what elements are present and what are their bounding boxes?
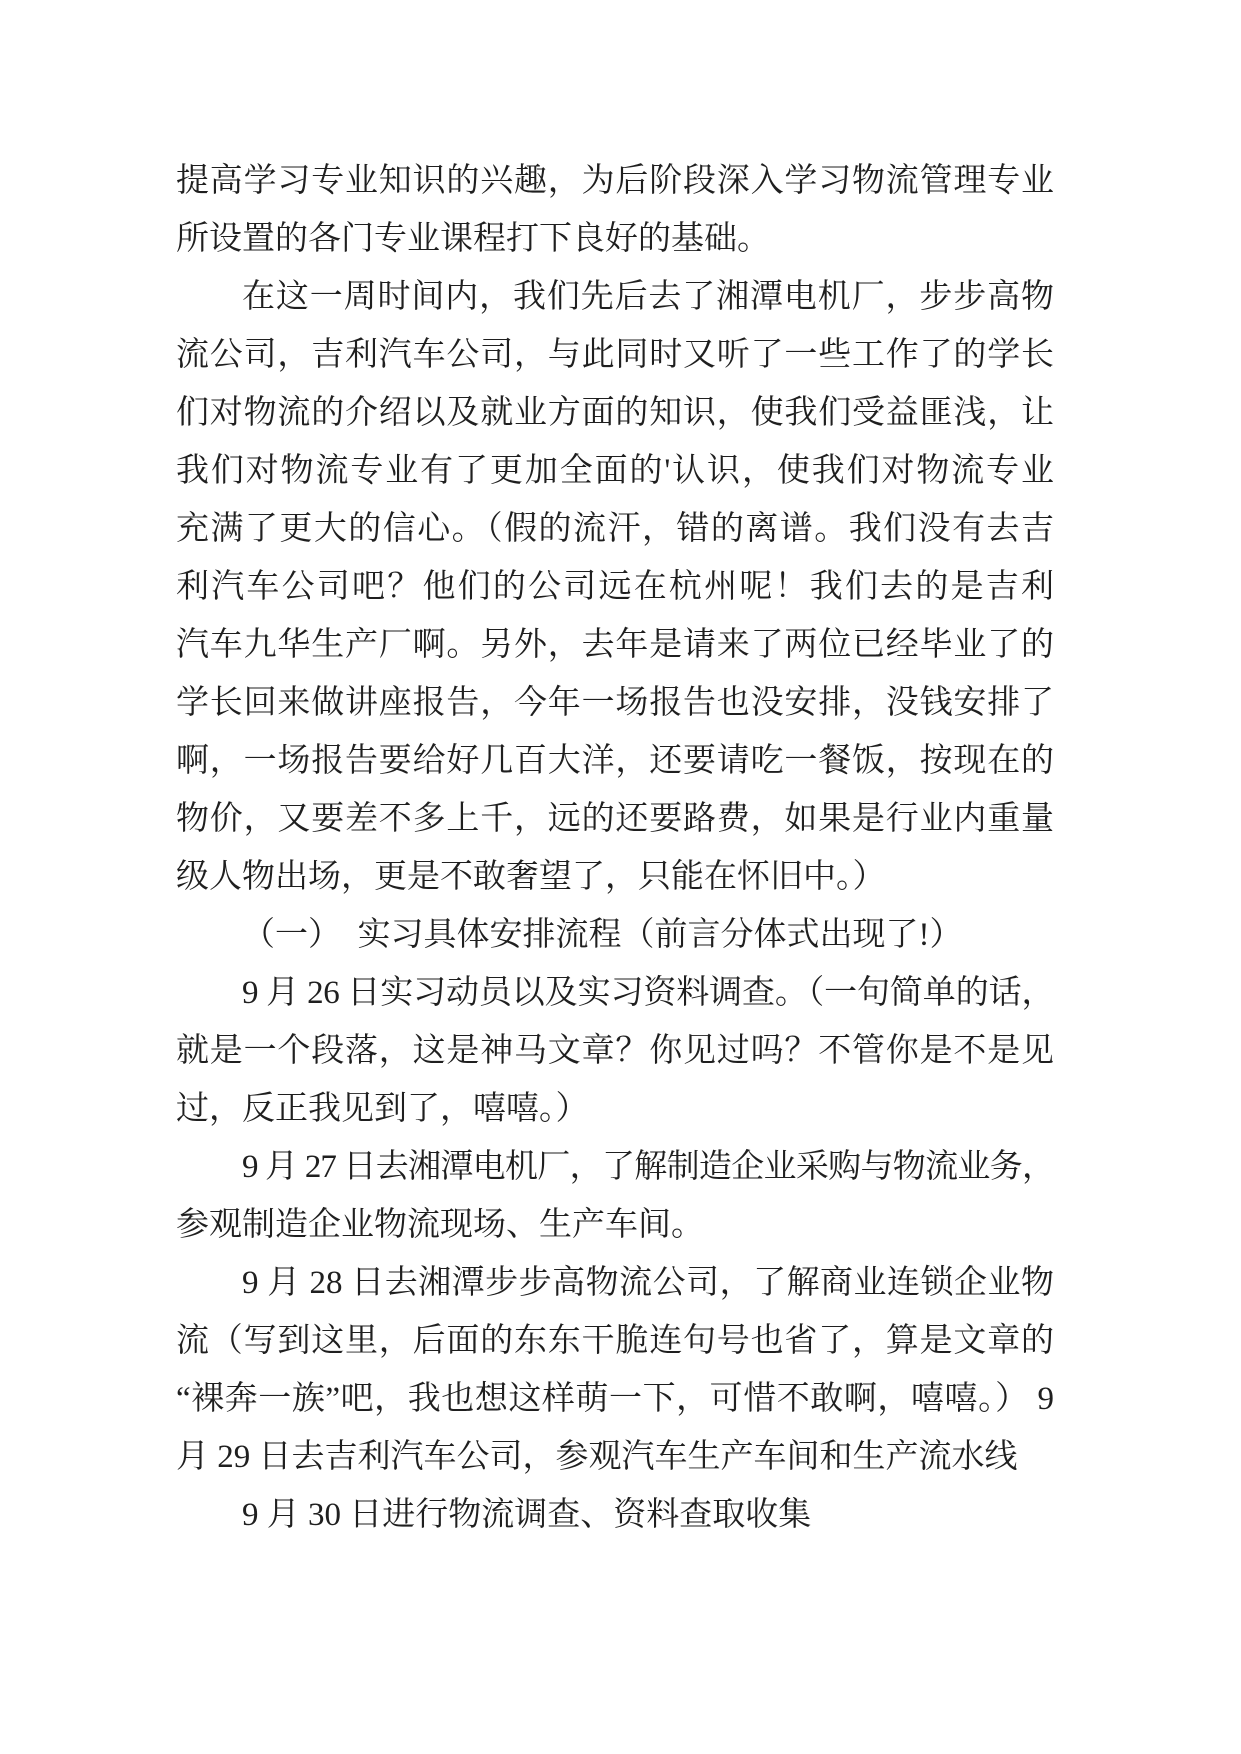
text-line: 学长回来做讲座报告，今年一场报告也没安排，没钱安排了 bbox=[176, 685, 1054, 721]
text-line: 汽车九华生产厂啊。另外，去年是请来了两位已经毕业了的 bbox=[176, 627, 1054, 663]
text-line: 9 月 28 日去湘潭步步高物流公司，了解商业连锁企业物 bbox=[242, 1265, 1054, 1301]
text-line: 物价，又要差不多上千，远的还要路费，如果是行业内重量 bbox=[176, 801, 1054, 837]
text-line: 参观制造企业物流现场、生产车间。 bbox=[176, 1207, 704, 1243]
text-line: 9 月 30 日进行物流调查、资料查取收集 bbox=[242, 1497, 812, 1533]
paragraph-section-heading bbox=[176, 906, 1054, 964]
text-line: 我们对物流专业有了更加全面的'认识，使我们对物流专业 bbox=[176, 453, 1054, 489]
text-line: 所设置的各门专业课程打下良好的基础。 bbox=[176, 221, 770, 257]
text-line: 级人物出场，更是不敢奢望了，只能在怀旧中。） bbox=[176, 859, 886, 895]
text-line: 9 月 26 日实习动员以及实习资料调查。（一句简单的话， bbox=[242, 975, 1054, 1011]
paragraph-week-summary bbox=[176, 268, 1054, 906]
text-line: 提高学习专业知识的兴趣，为后阶段深入学习物流管理专业 bbox=[176, 163, 1054, 199]
document-text-block bbox=[176, 152, 1054, 1544]
paragraph-sep-26 bbox=[176, 964, 1054, 1138]
text-line: “裸奔一族”吧，我也想这样萌一下，可惜不敢啊，嘻嘻。） 9 bbox=[176, 1381, 1054, 1417]
text-line: 充满了更大的信心。（假的流汗，错的离谱。我们没有去吉 bbox=[176, 511, 1054, 547]
text-line: 啊，一场报告要给好几百大洋，还要请吃一餐饭，按现在的 bbox=[176, 743, 1054, 779]
text-line: 们对物流的介绍以及就业方面的知识，使我们受益匪浅，让 bbox=[176, 395, 1054, 431]
paragraph-sep-28-29 bbox=[176, 1254, 1054, 1486]
paragraph-intro-continuation bbox=[176, 152, 1054, 268]
text-line: 过，反正我见到了，嘻嘻。） bbox=[176, 1091, 589, 1127]
text-line: 流（写到这里，后面的东东干脆连句号也省了，算是文章的 bbox=[176, 1323, 1054, 1359]
text-line: 月 29 日去吉利汽车公司，参观汽车生产车间和生产流水线 bbox=[176, 1439, 1018, 1475]
paragraph-sep-27 bbox=[176, 1138, 1054, 1254]
text-line: （一） 实习具体安排流程（前言分体式出现了!） bbox=[242, 917, 963, 953]
text-line: 利汽车公司吧？他们的公司远在杭州呢！我们去的是吉利 bbox=[176, 569, 1054, 605]
text-line: 流公司，吉利汽车公司，与此同时又听了一些工作了的学长 bbox=[176, 337, 1054, 373]
text-line: 9 月 27 日去湘潭电机厂，了解制造企业采购与物流业务， bbox=[242, 1149, 1054, 1185]
text-line: 就是一个段落，这是神马文章？你见过吗？不管你是不是见 bbox=[176, 1033, 1054, 1069]
paragraph-sep-30 bbox=[176, 1486, 1054, 1544]
text-line: 在这一周时间内，我们先后去了湘潭电机厂，步步高物 bbox=[242, 279, 1054, 315]
